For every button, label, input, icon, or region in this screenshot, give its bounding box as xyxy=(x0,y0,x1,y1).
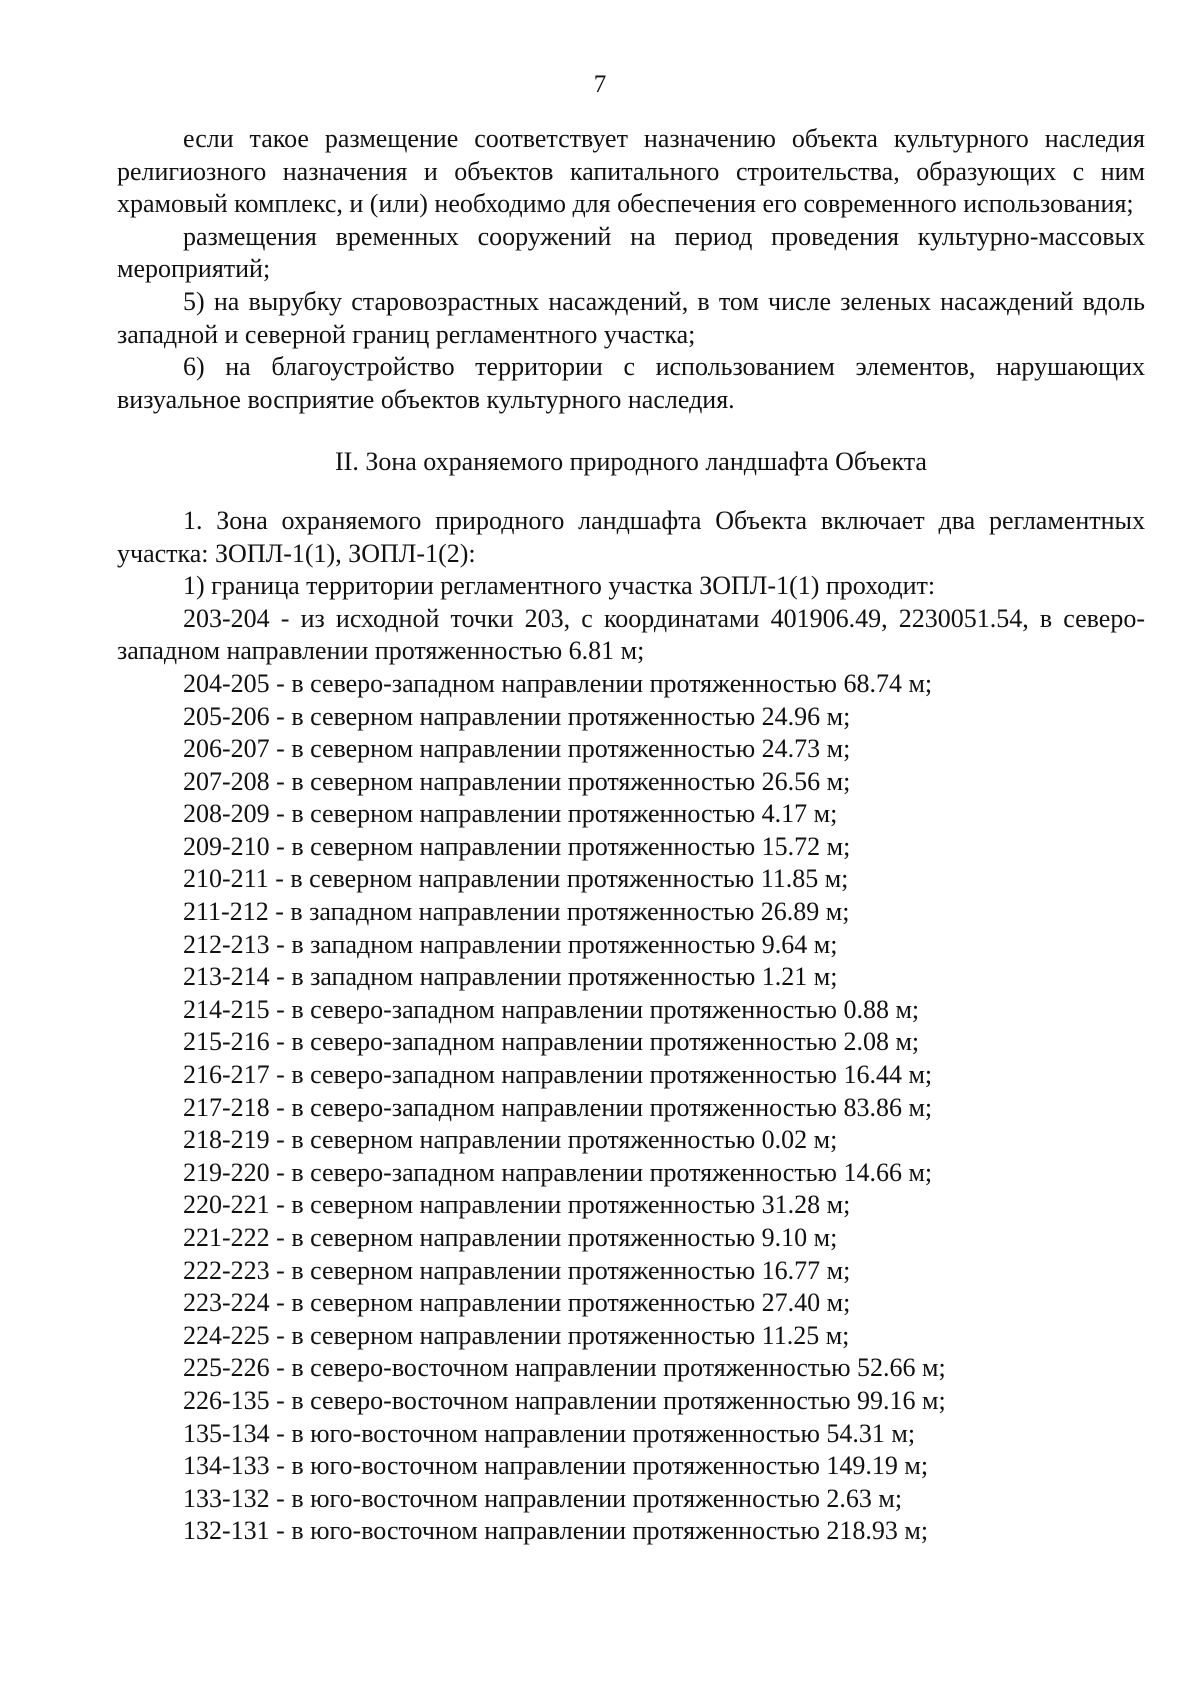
boundary-segment: 134-133 - в юго-восточном направлении протяженностью 149.19 м; xyxy=(183,1451,929,1481)
boundary-segment: 206-207 - в северном направлении протяженностью 24.73 м; xyxy=(183,734,851,764)
boundary-segment: 212-213 - в западном направлении протяженностью 9.64 м; xyxy=(183,929,838,959)
boundary-segment: 216-217 - в северо-западном направлении протяженностью 16.44 м; xyxy=(183,1060,933,1090)
boundary-segment: 135-134 - в юго-восточном направлении протяженностью 54.31 м; xyxy=(183,1418,916,1448)
boundary-segment: 220-221 - в северном направлении протяженностью 31.28 м; xyxy=(183,1190,851,1220)
boundary-segment: 221-222 - в северном направлении протяженностью 9.10 м; xyxy=(183,1223,838,1252)
boundary-segment: 205-206 - в северном направлении протяженностью 24.96 м; xyxy=(183,701,851,731)
boundary-segment: 207-208 - в северном направлении протяженностью 26.56 м; xyxy=(183,766,851,796)
paragraph-landscaping: 6) на благоустройство территории с использованием элементов, нарушающих визуальное восприятие объектов культурного наследия. xyxy=(117,352,1145,414)
boundary-segment: 214-215 - в северо-западном направлении протяженностью 0.88 м; xyxy=(183,994,920,1024)
paragraph-religious-placement: если такое размещение соответствует назначению объекта культурного наследия религиозного назначения и объектов капитального строительства, образующих с ним храмовый комплекс, и (или) необходимо для обеспечения его современного использования; xyxy=(117,124,1145,219)
boundary-segment: 226-135 - в северо-восточном направлении протяженностью 99.16 м; xyxy=(183,1385,946,1415)
boundary-segment-first: 203-204 - из исходной точки 203, с координатами 401906.49, 2230051.54, в северо-западном направлении протяженностью 6.81 м; xyxy=(117,603,1145,666)
boundary-segment: 209-210 - в северном направлении протяженностью 15.72 м; xyxy=(183,831,851,861)
boundary-segment: 217-218 - в северо-западном направлении протяженностью 83.86 м; xyxy=(183,1092,933,1122)
boundary-segment: 210-211 - в северном направлении протяженностью 11.85 м; xyxy=(183,864,849,894)
boundary-segment: 219-220 - в северо-западном направлении протяженностью 14.66 м; xyxy=(183,1157,933,1187)
boundary-segment-list xyxy=(117,668,1145,1548)
boundary-segment: 223-224 - в северном направлении протяженностью 27.40 м; xyxy=(183,1288,851,1318)
paragraph-temporary-structures: размещения временных сооружений на период проведения культурно-массовых мероприятий; xyxy=(117,221,1145,284)
page-number: 7 xyxy=(593,71,607,98)
document-body xyxy=(117,123,1145,1548)
boundary-segment: 208-209 - в северном направлении протяженностью 4.17 м; xyxy=(183,799,838,829)
boundary-segment: 225-226 - в северо-восточном направлении протяженностью 52.66 м; xyxy=(183,1353,946,1383)
boundary-segment: 204-205 - в северо-западном направлении протяженностью 68.74 м; xyxy=(183,668,933,698)
boundary-segment: 215-216 - в северо-западном направлении протяженностью 2.08 м; xyxy=(183,1027,920,1057)
boundary-segment: 211-212 - в западном направлении протяженностью 26.89 м; xyxy=(183,897,850,927)
section-heading: II. Зона охраняемого природного ландшафта Объекта xyxy=(335,447,927,477)
boundary-intro: 1) граница территории регламентного участка ЗОПЛ-1(1) проходит: xyxy=(183,571,936,601)
boundary-segment: 218-219 - в северном направлении протяженностью 0.02 м; xyxy=(183,1125,838,1155)
section-intro: 1. Зона охраняемого природного ландшафта Объекта включает два регламентных участка: ЗОПЛ-1(1), ЗОПЛ-1(2): xyxy=(117,505,1145,568)
boundary-segment: 224-225 - в северном направлении протяженностью 11.25 м; xyxy=(183,1320,850,1350)
boundary-segment: 222-223 - в северном направлении протяженностью 16.77 м; xyxy=(183,1255,851,1285)
boundary-segment: 132-131 - в юго-восточном направлении протяженностью 218.93 м; xyxy=(183,1516,929,1546)
boundary-segment: 213-214 - в западном направлении протяженностью 1.21 м; xyxy=(183,962,838,992)
paragraph-tree-felling: 5) на вырубку старовозрастных насаждений, в том числе зеленых насаждений вдоль западной и северной границ регламентного участка; xyxy=(117,286,1145,349)
boundary-segment: 133-132 - в юго-восточном направлении протяженностью 2.63 м; xyxy=(183,1483,903,1513)
